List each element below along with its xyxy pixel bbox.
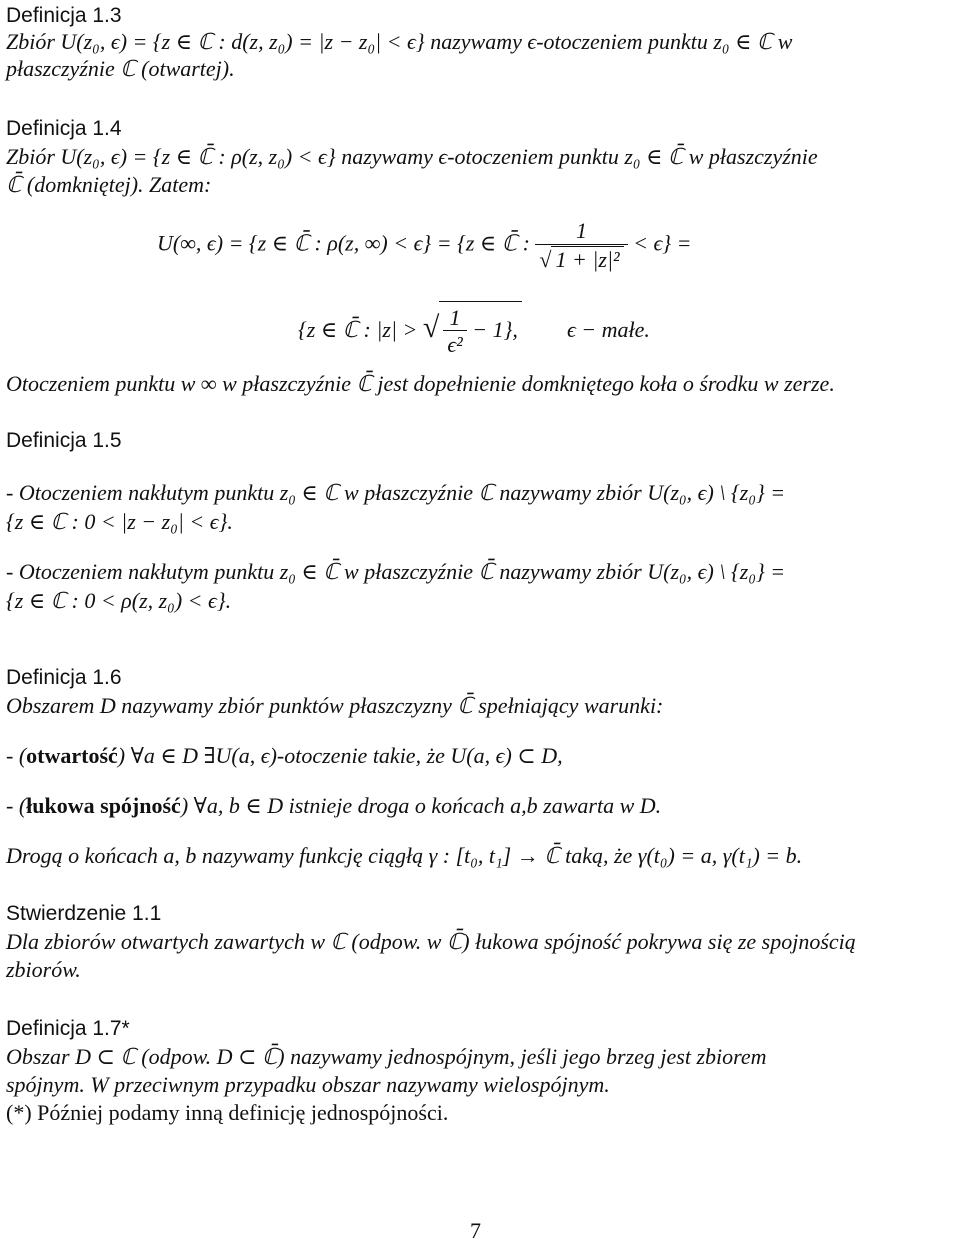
- def13-text-line1: Zbiór U(z₀, ϵ) = {z ∈ ℂ : d(z, z₀) = |z − z₀| < ϵ} nazywamy ϵ-otoczeniem punktu z₀ ∈ ℂ w: [6, 29, 793, 54]
- def14-text-line1: Zbiór U(z₀, ϵ) = {z ∈ ℂ̄ : ρ(z, z₀) < ϵ} nazywamy ϵ-otoczeniem punktu z₀ ∈ ℂ̄ w płaszczyźnie: [6, 144, 818, 169]
- sqrt-symbol: √: [539, 247, 552, 272]
- eq1-numerator: 1: [576, 218, 587, 243]
- def13-text-line2: płaszczyźnie ℂ (otwartej).: [6, 56, 235, 81]
- eq2-denominator: ϵ²: [443, 330, 466, 357]
- def16-text-line2: Drogą o końcach a, b nazywamy funkcję ciągłą γ : [t₀, t₁] → ℂ̄ taką, że γ(t₀) = a, γ(t₁) = b.: [6, 843, 803, 868]
- def16-item2: [6, 792, 661, 820]
- def16-item1: [6, 742, 563, 770]
- eq2-left: {z ∈ ℂ̄ : |z| >: [298, 317, 418, 342]
- def16-text-line1: Obszarem D nazywamy zbiór punktów płaszczyzny ℂ̄ spełniający warunki:: [6, 693, 664, 718]
- eq1-denominator: [535, 244, 627, 273]
- def15-heading: Definicja 1.5: [6, 429, 122, 452]
- def16-heading: Definicja 1.6: [6, 666, 122, 689]
- stw11-text-line2: zbiorów.: [6, 957, 81, 982]
- page-number: 7: [470, 1218, 481, 1243]
- def14-heading: Definicja 1.4: [6, 117, 122, 140]
- def14-text-line2: ℂ̄ (domkniętej). Zatem:: [6, 172, 212, 197]
- eq2-mid: − 1},: [472, 317, 518, 342]
- eq2-numerator: 1: [449, 305, 461, 331]
- stw11-heading: Stwierdzenie 1.1: [6, 902, 162, 925]
- equation-2: [298, 300, 650, 358]
- equation-1: [157, 218, 691, 273]
- def15-item2-line2: {z ∈ ℂ : 0 < ρ(z, z₀) < ϵ}.: [6, 588, 232, 613]
- def17-text-line2: spójnym. W przeciwnym przypadku obszar nazywamy wielospójnym.: [6, 1072, 610, 1097]
- def16-item1-rest: ) ∀a ∈ D ∃U(a, ϵ)-otoczenie takie, że U(a, ϵ) ⊂ D,: [117, 743, 563, 768]
- eq2-radicand: [439, 301, 522, 358]
- stw11-text-line1: Dla zbiorów otwartych zawartych w ℂ (odpow. w ℂ̄) łukowa spójność pokrywa się ze spojnością: [6, 929, 856, 954]
- eq1-left: U(∞, ϵ) = {z ∈ ℂ̄ : ρ(z, ∞) < ϵ} = {z ∈ ℂ̄ :: [157, 230, 530, 256]
- def16-item1-bold: otwartość: [26, 743, 118, 768]
- def15-item1-line1: - Otoczeniem nakłutym punktu z₀ ∈ ℂ w płaszczyźnie ℂ nazywamy zbiór U(z₀, ϵ) \ {z₀} =: [6, 480, 786, 505]
- def13-heading: Definicja 1.3: [6, 4, 122, 27]
- def15-item2-line1: - Otoczeniem nakłutym punktu z₀ ∈ ℂ̄ w płaszczyźnie ℂ̄ nazywamy zbiór U(z₀, ϵ) \ {z₀} =: [6, 559, 786, 584]
- def16-item2-rest: ) ∀a, b ∈ D istnieje droga o końcach a,b zawarta w D.: [180, 793, 662, 818]
- def16-item2-bold: łukowa spójność: [26, 793, 181, 818]
- def16-item1-prefix: - (: [6, 743, 27, 768]
- eq1-right: < ϵ} =: [633, 230, 692, 256]
- def14-text-line3: Otoczeniem punktu w ∞ w płaszczyźnie ℂ̄ jest dopełnienie domkniętego koła o środku w zerze.: [6, 371, 835, 396]
- eq2-right: ϵ − małe.: [566, 317, 650, 342]
- def17-footnote: (*) Później podamy inną definicję jednospójności.: [6, 1100, 449, 1125]
- def15-item1-line2: {z ∈ ℂ : 0 < |z − z₀| < ϵ}.: [6, 509, 233, 534]
- sqrt-symbol: √: [422, 311, 440, 344]
- eq2-fraction: [443, 306, 466, 357]
- eq1-fraction: [535, 218, 627, 273]
- def17-heading: Definicja 1.7*: [6, 1017, 130, 1040]
- def16-item2-prefix: - (: [6, 793, 27, 818]
- eq1-den-text: 1 + |z|²: [551, 246, 623, 272]
- def17-text-line1: Obszar D ⊂ ℂ (odpow. D ⊂ ℂ̄) nazywamy jednospójnym, jeśli jego brzeg jest zbiorem: [6, 1044, 767, 1069]
